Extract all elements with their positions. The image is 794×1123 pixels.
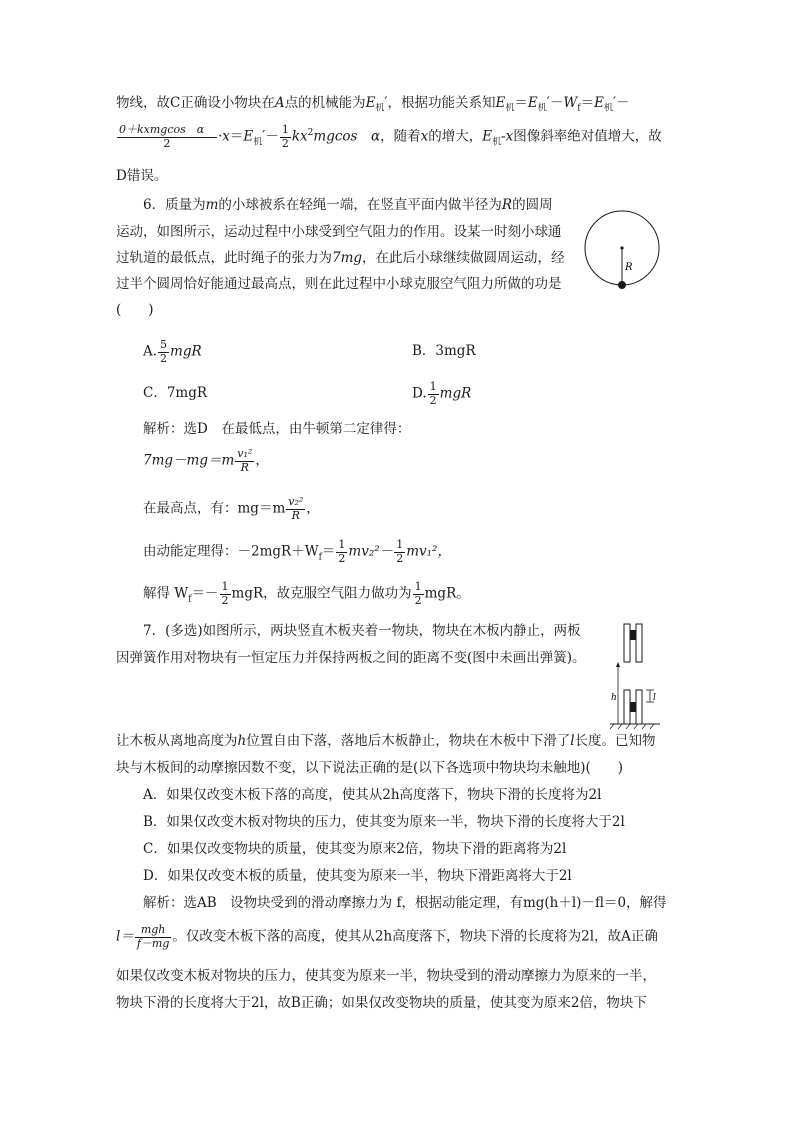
arrow-head	[616, 662, 620, 667]
text-segment: -	[501, 128, 506, 145]
board-left-top	[624, 624, 630, 662]
text-segment: 。仅改变木板下落的高度，使其从2h高度落下，物块下滑的长度将为2l，故A正确	[172, 928, 658, 945]
radius-label: R	[625, 262, 633, 273]
text-segment: 6．质量为	[143, 197, 206, 213]
fraction	[286, 496, 305, 522]
question-7-line: 因弹簧作用对物块有一恒定压力并保持两板之间的距离不变(图中未画出弹簧)。	[116, 650, 586, 666]
text-segment: 图像斜率绝对值增大，故	[513, 128, 662, 145]
solution-line: 解析：选AB 设物块受到的滑动摩擦力为 f，根据动能定理，有mg(h＋l)－fl＝0，解得	[143, 895, 667, 911]
block-top	[630, 630, 636, 640]
text-segment: 1	[414, 580, 422, 593]
question-7-line	[116, 735, 656, 749]
text-segment: 1	[396, 538, 404, 551]
text-segment: 在最高点，有：mg＝m	[143, 500, 286, 517]
text-segment: 解得 W	[143, 585, 189, 602]
text-segment: 点的机械能为	[284, 95, 366, 111]
text-segment: R	[240, 460, 249, 474]
text-segment: ＝	[514, 95, 528, 111]
length-label: l	[653, 693, 656, 703]
block-bottom	[630, 702, 636, 712]
option-d	[412, 381, 471, 407]
fraction	[117, 124, 217, 150]
text-segment: 机	[375, 103, 385, 114]
text-segment: mgR，故克服空气阻力做功为	[231, 585, 412, 602]
text-segment: mv₁²，	[406, 543, 451, 560]
option-b: B．3mgR	[412, 343, 476, 359]
text-segment: 物线，故C正确设小物块在	[116, 95, 275, 111]
text-segment: 机	[492, 137, 502, 148]
text-segment: 1	[338, 538, 346, 551]
text-segment: ，	[255, 452, 269, 469]
fraction	[336, 539, 347, 565]
text-segment: ＝	[229, 128, 244, 145]
text-segment: x	[505, 128, 514, 145]
text-segment: 机	[505, 103, 515, 114]
text-segment: ·	[218, 128, 223, 145]
text-segment: mgR	[439, 385, 472, 402]
solution-line: 解析：选D 在最低点，由牛顿第二定律得：	[143, 421, 411, 437]
text-segment: A	[274, 95, 285, 111]
text-segment: l＝	[116, 928, 134, 945]
text-segment: 2	[281, 136, 289, 150]
text-segment: f	[577, 103, 581, 114]
text-segment: 1	[281, 123, 289, 136]
solution-line	[143, 539, 451, 565]
board-right-top	[636, 624, 642, 662]
solution-line	[143, 448, 269, 474]
text-segment: 5	[160, 338, 168, 351]
question-6-line	[116, 252, 565, 266]
fraction	[394, 539, 405, 565]
text-segment: 2	[396, 551, 404, 565]
text-segment: 2	[307, 128, 314, 139]
text-segment: E	[594, 95, 604, 111]
text-segment: 由动能定理得：－2mgR＋W	[143, 543, 319, 560]
text-segment: x	[222, 128, 230, 145]
text-segment: l	[570, 733, 575, 749]
text-segment: 的增大，	[428, 128, 483, 145]
text-segment: 2	[221, 593, 229, 607]
option-a: A．如果仅改变木板下落的高度，使其从2h高度落下，物块下滑的长度将为2l	[143, 787, 602, 803]
question-6-line	[143, 199, 553, 213]
ball	[618, 281, 626, 289]
fraction	[413, 581, 424, 607]
text-segment: ′－	[262, 128, 279, 145]
text-segment: 长度。已知物	[574, 733, 656, 749]
fraction	[428, 381, 439, 407]
text-segment: ＝	[321, 543, 336, 560]
text-segment: mgh	[135, 924, 172, 938]
text-segment: 机	[603, 103, 613, 114]
circular-motion-figure	[582, 210, 664, 292]
board-right-bottom	[636, 690, 642, 724]
text-segment: ′－	[612, 95, 630, 111]
fraction	[280, 124, 291, 150]
text-segment: ，	[306, 500, 320, 517]
text-segment: D.	[412, 385, 427, 402]
text-segment: 2	[160, 351, 168, 365]
text-segment: f	[318, 552, 322, 563]
text-line	[116, 124, 662, 150]
height-label: h	[611, 693, 617, 703]
text-segment: kx	[291, 128, 308, 145]
question-6-line: 过半个圆周恰好能通过最高点，则在此过程中小球克服空气阻力所做的功是	[116, 276, 562, 292]
fraction	[158, 339, 169, 365]
text-segment: 让木板从离地高度为	[116, 733, 238, 749]
text-segment: 7mg－mg＝m	[143, 452, 235, 469]
text-segment: h	[237, 733, 247, 749]
text-segment: ，在此后小球继续做圆周运动，经	[362, 250, 565, 266]
option-c: C．7mgR	[143, 385, 208, 401]
fraction	[135, 924, 172, 950]
center-point	[620, 246, 623, 249]
text-segment: mgcos α	[313, 128, 381, 145]
text-segment: ′－	[546, 95, 564, 111]
text-segment: 1	[429, 380, 437, 393]
solution-line: 物块下滑的长度将大于2l，故B正确；如果仅改变物块的质量，使其变为原来2倍，物块下	[116, 995, 647, 1011]
text-segment: 机	[253, 137, 263, 148]
text-line	[116, 97, 630, 114]
text-segment: mgR。	[424, 585, 470, 602]
text-segment: 过轨道的最低点，此时绳子的张力为	[116, 250, 332, 266]
solution-line	[143, 581, 470, 607]
fraction	[220, 581, 231, 607]
option-c: C．如果仅改变物块的质量，使其变为原来2倍，物块下滑的距离将为2l	[143, 841, 567, 857]
text-segment: 的圆周	[512, 197, 553, 213]
text-segment: ＝－	[191, 585, 219, 602]
solution-line: 如果仅改变木板对物块的压力，使其变为原来一半，物块受到的滑动摩擦力为原来的一半，	[116, 968, 656, 984]
text-segment: f	[188, 594, 192, 605]
text-segment: E	[527, 95, 538, 111]
text-segment: v₁²	[237, 447, 253, 460]
text-segment: 机	[537, 103, 547, 114]
text-segment: 2	[414, 593, 422, 607]
text-segment: ＝	[580, 95, 595, 111]
text-segment: E	[365, 95, 376, 111]
text-segment: E	[243, 128, 254, 145]
text-segment: 2	[338, 551, 346, 565]
solution-line	[143, 496, 320, 522]
text-segment: W	[563, 95, 578, 111]
option-a	[143, 339, 202, 365]
text-segment: ，随着	[380, 128, 421, 145]
text-segment: mv₂²－	[348, 543, 394, 560]
text-segment: E	[482, 128, 493, 145]
board-left-bottom	[624, 690, 630, 724]
text-segment: 7mg	[332, 250, 363, 266]
question-7-line: 块与木板间的动摩擦因数不变，以下说法正确的是(以下各选项中物块均未触地)( )	[116, 760, 624, 776]
text-segment: f－mg	[136, 936, 170, 950]
fraction	[235, 448, 254, 474]
question-6-line: ( )	[116, 302, 154, 318]
question-6-line: 运动，如图所示，运动过程中小球受到空气阻力的作用。设某一时刻小球通	[116, 224, 562, 240]
text-segment: ′，根据功能关系知	[384, 95, 496, 111]
text-segment: 2	[429, 393, 437, 407]
text-segment: v₂²	[288, 495, 304, 508]
boards-figure	[606, 620, 664, 732]
text-segment: E	[495, 95, 506, 111]
text-segment: 位置自由下落，落地后木板静止，物块在木板中下滑了	[246, 733, 571, 749]
question-7-line: 7．(多选)如图所示，两块竖直木板夹着一物块，物块在木板内静止，两板	[143, 623, 581, 639]
text-segment: R	[501, 197, 513, 213]
option-d: D．如果仅改变木板的质量，使其变为原来一半，物块下滑距离将大于2l	[143, 868, 572, 884]
text-segment: x	[420, 128, 429, 145]
text-segment: 1	[221, 580, 229, 593]
option-b: B．如果仅改变木板对物块的压力，使其变为原来一半，物块下滑的长度将大于2l	[143, 814, 625, 830]
text-segment: A.	[143, 343, 158, 360]
text-segment: mgR	[170, 343, 202, 360]
text-segment: 0＋kxmgcos α	[117, 124, 217, 138]
text-segment: 的小球被系在轻绳一端，在竖直平面内做半径为	[218, 197, 502, 213]
text-segment: 2	[163, 136, 171, 150]
text-line: D错误。	[116, 168, 168, 184]
text-segment: R	[291, 508, 300, 522]
text-segment: m	[205, 197, 219, 213]
solution-line	[116, 924, 658, 950]
